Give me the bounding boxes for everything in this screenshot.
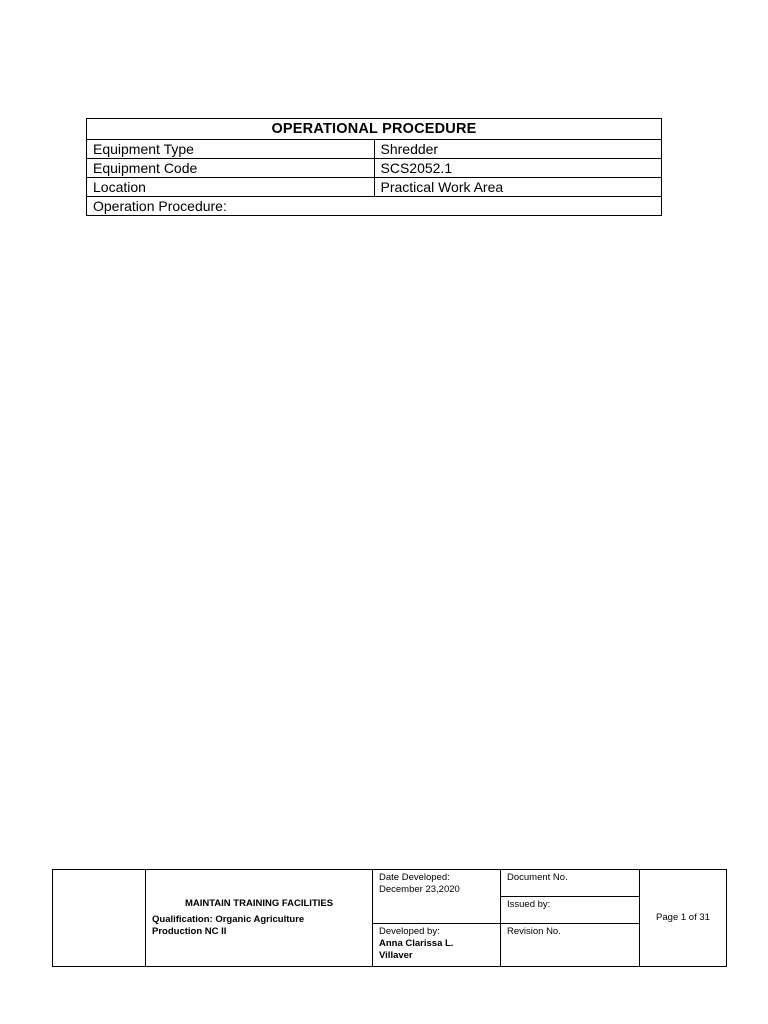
date-developed-value: December 23,2020 (379, 884, 460, 895)
footer-logo-area (53, 870, 146, 967)
footer-revision-no (501, 924, 640, 967)
equipment-type-value: Shredder (374, 140, 662, 159)
footer-date-developed (373, 870, 501, 924)
footer-developed-by (373, 924, 501, 967)
date-developed-label: Date Developed: (379, 872, 450, 883)
footer-qualification-line2: Production NC II (152, 926, 227, 937)
equipment-code-label: Equipment Code (87, 159, 375, 178)
page-label: Page 1 of 31 (656, 912, 710, 923)
table-title-row (87, 119, 662, 140)
footer-qualification-line1: Qualification: Organic Agriculture (152, 914, 305, 925)
issued-by-label: Issued by: (507, 899, 551, 910)
operational-procedure-table (86, 118, 662, 216)
table-title: OPERATIONAL PROCEDURE (87, 119, 662, 140)
location-value: Practical Work Area (374, 178, 662, 197)
table-row (87, 140, 662, 159)
developed-by-value-line2: Villaver (379, 950, 413, 961)
footer-title-block (146, 870, 373, 967)
document-no-label: Document No. (507, 872, 568, 883)
footer-document-no (501, 870, 640, 897)
equipment-code-value: SCS2052.1 (374, 159, 662, 178)
operation-procedure-label: Operation Procedure: (87, 197, 662, 216)
developed-by-value-line1: Anna Clarissa L. (379, 938, 454, 949)
footer-issued-by (501, 897, 640, 924)
footer-page-number (640, 870, 727, 967)
revision-no-label: Revision No. (507, 926, 561, 937)
equipment-type-label: Equipment Type (87, 140, 375, 159)
footer-main-title: MAINTAIN TRAINING FACILITIES (184, 898, 334, 909)
table-row (87, 197, 662, 216)
document-footer (52, 869, 727, 967)
table-row (87, 159, 662, 178)
location-label: Location (87, 178, 375, 197)
table-row (87, 178, 662, 197)
developed-by-label: Developed by: (379, 926, 440, 937)
